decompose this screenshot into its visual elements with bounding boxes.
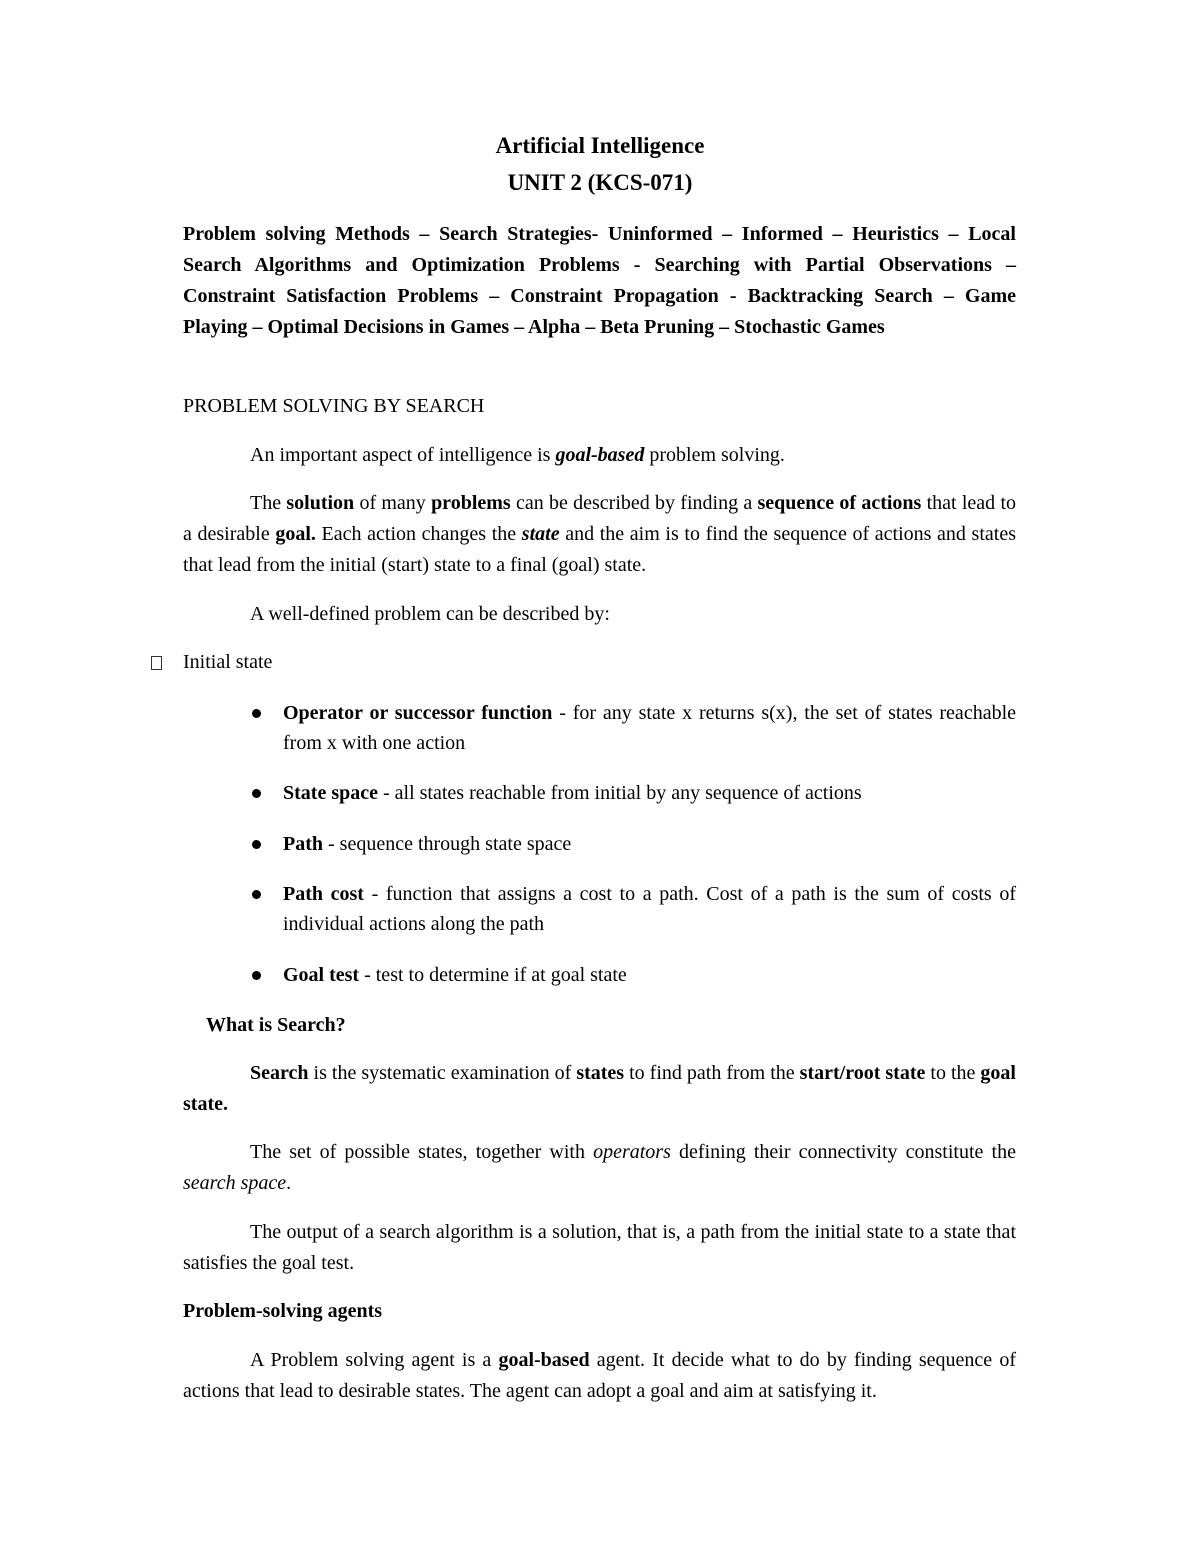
list-item: State space - all states reachable from initial by any sequence of actions [248, 778, 1016, 808]
section-heading-what-is-search: What is Search? [206, 1014, 346, 1036]
paragraph-search-output: The output of a search algorithm is a solution, that is, a path from the initial state to a state that satisfies the goal test. [183, 1221, 1016, 1274]
syllabus-paragraph: Problem solving Methods – Search Strategies- Uninformed – Informed – Heuristics – Local Search Algorithms and Optimization Problems - Searching with Partial Observations – Constraint Satisfaction Problems – Constraint Propagation - Backtracking Search – Game Playing – Optimal Decisions in Games – Alpha – Beta Pruning – Stochastic Games [183, 223, 1016, 338]
bullet-dot-icon [252, 789, 261, 798]
paragraph-problem-solving-agent: A Problem solving agent is a goal-based agent. It decide what to do by finding sequence of actions that lead to desirable states. The agent can adopt a goal and aim at satisfying it. [183, 1349, 1016, 1402]
initial-state-item: Initial state [183, 651, 273, 673]
unit-title: UNIT 2 (KCS-071) [507, 170, 693, 195]
paragraph-solution: The solution of many problems can be described by finding a sequence of actions that lead to a desirable goal. Each action changes the state and the aim is to find the sequence of actions and states that lead from the initial (start) state to a final (goal) state. [183, 492, 1016, 576]
bullet-dot-icon [252, 840, 261, 849]
document-title: Artificial Intelligence [495, 133, 705, 158]
section-heading-problem-solving-agents: Problem-solving agents [183, 1300, 383, 1322]
paragraph-well-defined: A well-defined problem can be described by: [250, 603, 610, 625]
bullet-dot-icon [252, 971, 261, 980]
list-item: Operator or successor function - for any state x returns s(x), the set of states reachable from x with one action [248, 698, 1016, 758]
paragraph-goal-based: An important aspect of intelligence is goal-based problem solving. [250, 444, 785, 466]
square-bullet-icon [151, 656, 162, 670]
bullet-dot-icon [252, 890, 261, 899]
bullet-dot-icon [252, 709, 261, 718]
list-item: Path cost - function that assigns a cost to a path. Cost of a path is the sum of costs of individual actions along the path [248, 879, 1016, 939]
section-heading-problem-solving: PROBLEM SOLVING BY SEARCH [183, 395, 485, 417]
list-item: Goal test - test to determine if at goal state [248, 960, 1016, 990]
paragraph-search-definition: Search is the systematic examination of states to find path from the start/root state to the goal state. [183, 1062, 1016, 1115]
problem-definition-list [248, 698, 1016, 990]
paragraph-search-space: The set of possible states, together with operators defining their connectivity constitute the search space. [183, 1141, 1016, 1194]
list-item: Path - sequence through state space [248, 829, 1016, 859]
